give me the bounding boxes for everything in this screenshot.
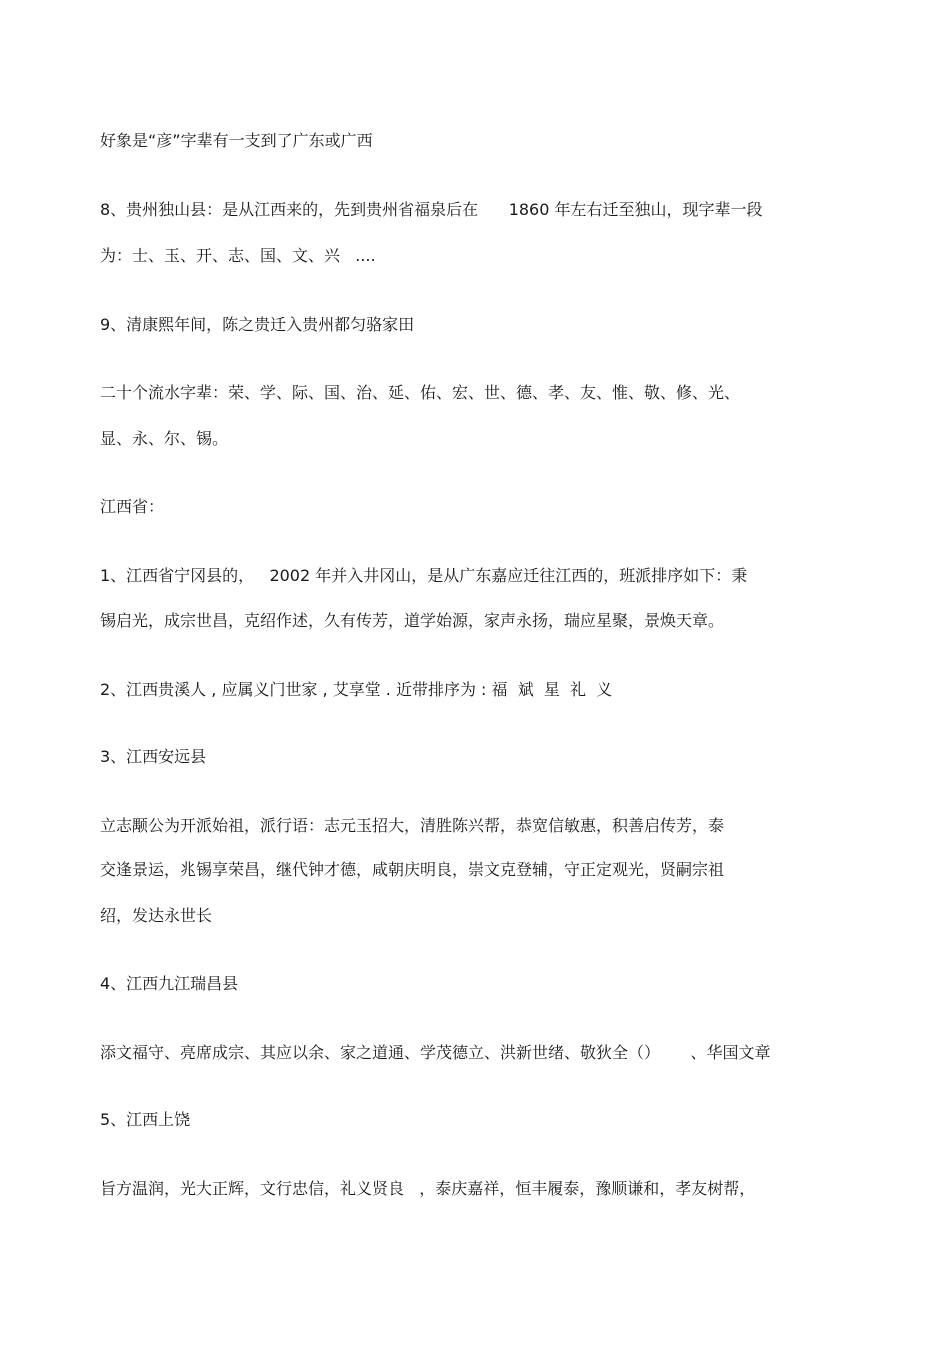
section-heading: 江西省： (100, 497, 165, 516)
text-line: 添文福守、亮席成宗、其应以余、家之道通、学茂德立、洪新世绪、敬狄全（） 、华国文章 (100, 1043, 771, 1062)
text-line: 8、贵州独山县：是从江西来的，先到贵州省福泉后在 1860 年左右迁至独山，现字辈一段 (100, 200, 763, 219)
text-line: 1、江西省宁冈县的， 2002 年并入井冈山，是从广东嘉应迁往江西的，班派排序如下：秉 (100, 566, 748, 585)
text-line: 9、清康熙年间，陈之贵迁入贵州都匀骆家田 (100, 315, 415, 334)
text-line: 为：士、玉、开、志、国、文、兴 .... (100, 246, 376, 265)
text-line: 4、江西九江瑞昌县 (100, 974, 239, 993)
text-line: 立志颙公为开派始祖，派行语：志元玉招大，清胜陈兴帮，恭宽信敏惠，积善启传芳，泰 (100, 816, 725, 835)
text-line: 好象是“彦”字辈有一支到了广东或广西 (100, 131, 373, 150)
text-line: 交逢景运，兆锡享荣昌，继代钟才德，咸朝庆明良，崇文克登辅，守正定观光，贤嗣宗祖 (100, 860, 725, 879)
text-line: 旨方温润，光大正辉，文行忠信，礼义贤良 ，泰庆嘉祥，恒丰履泰，豫顺谦和，孝友树帮， (100, 1179, 756, 1198)
text-line: 显、永、尔、锡。 (100, 429, 229, 448)
text-line: 锡启光，成宗世昌，克绍作述，久有传芳，道学始源，家声永扬，瑞应星聚，景焕天章。 (100, 611, 725, 630)
text-line: 3、江西安远县 (100, 747, 207, 766)
text-line: 5、江西上饶 (100, 1110, 191, 1129)
text-line: 2、江西贵溪人 , 应属义门世家 , 艾享堂 . 近带排序为 : 福 斌 星 礼 义 (100, 680, 613, 699)
text-line: 绍，发达永世长 (100, 906, 213, 925)
text-line: 二十个流水字辈：荣、学、际、国、治、延、佑、宏、世、德、孝、友、惟、敬、修、光、 (100, 383, 741, 402)
